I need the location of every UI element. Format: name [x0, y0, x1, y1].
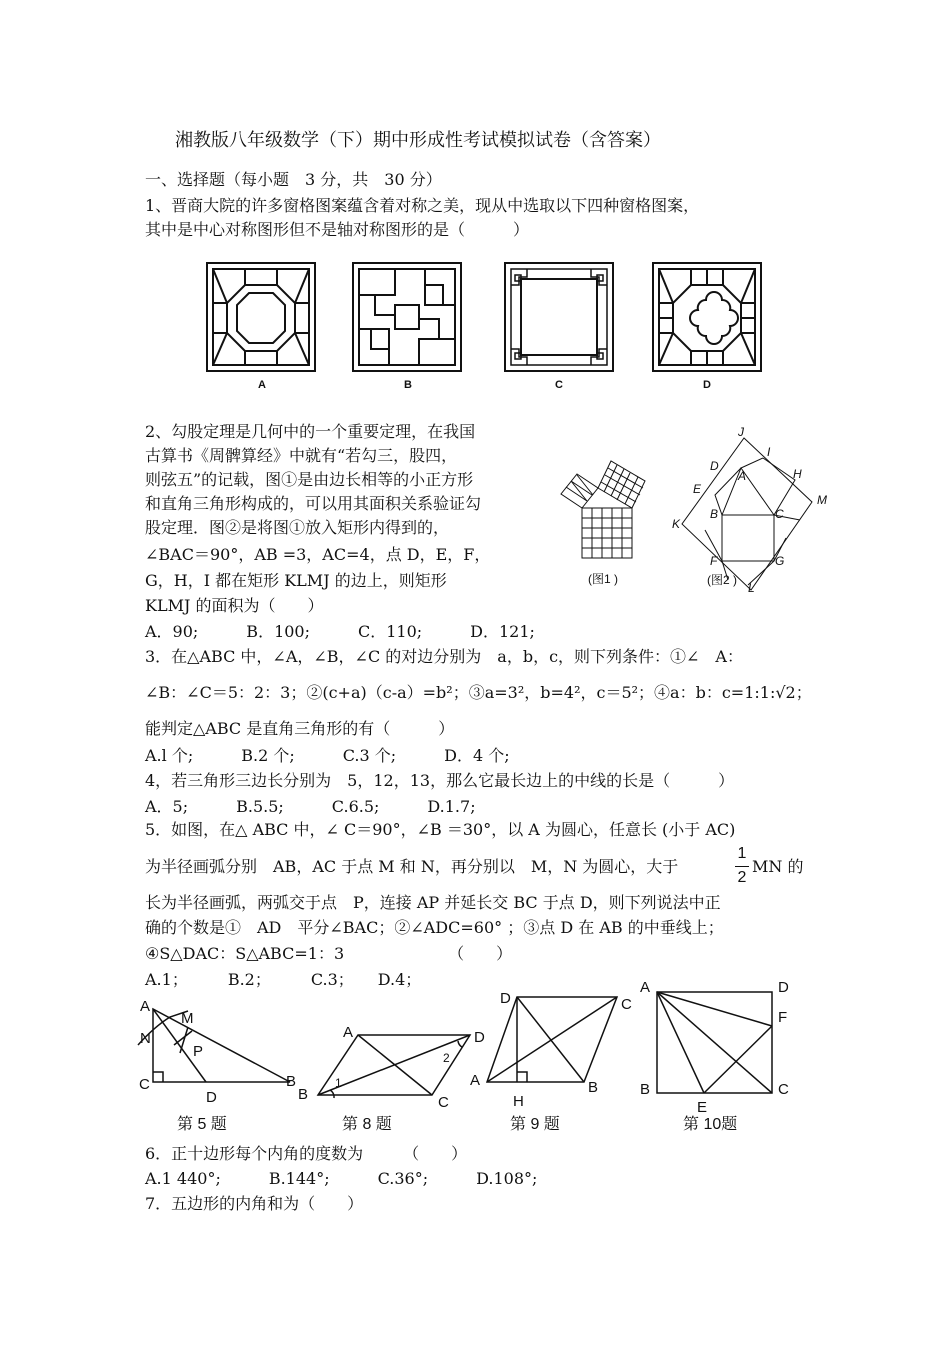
fig9-caption: 第 9 题: [510, 1116, 560, 1133]
fig5-label-m: M: [181, 1010, 194, 1027]
q1-line2: 其中是中心对称图形但不是轴对称图形的是（ ）: [145, 220, 530, 239]
q5-fraction-bar: [735, 866, 749, 867]
fig10-label-e: E: [697, 1099, 708, 1116]
fig9-label-c: C: [621, 996, 632, 1013]
fig2-label-l: L: [748, 581, 755, 595]
pattern-label-b: B: [404, 379, 412, 391]
q5-fraction-denominator: 2: [737, 869, 747, 886]
q3-options: A.l 个; B.2 个; C.3 个; D．4 个;: [145, 746, 510, 765]
fig8-label-2: 2: [443, 1051, 450, 1065]
geometry-figures-row: [130, 975, 810, 1140]
fig5-label-a: A: [140, 998, 151, 1015]
fig8-caption: 第 8 题: [342, 1116, 392, 1133]
fig8-label-1: 1: [335, 1076, 342, 1090]
fig8-label-b: B: [298, 1086, 309, 1103]
fig10-label-c: C: [778, 1081, 789, 1098]
fig5-label-b: B: [286, 1073, 297, 1090]
q3-line2: ∠B：∠C＝5：2：3；②(c+a)（c-a）=b²；③a=3²，b=4²，c＝5²；④a：b：c=1:1:√2；: [145, 683, 812, 702]
figure-2-caption: (图2 ): [707, 573, 738, 587]
figure-q5: [138, 1009, 290, 1082]
fig2-label-m: M: [817, 493, 827, 507]
q2-line7: G，H，I 都在矩形 KLMJ 的边上，则矩形: [145, 571, 447, 590]
q1-line1: 1、晋商大院的许多窗格图案蕴含着对称之美，现从中选取以下四种窗格图案，: [145, 196, 700, 215]
fig9-label-a: A: [470, 1072, 481, 1089]
fig2-label-h: H: [793, 467, 802, 481]
q2-options: A．90; B．100; C．110; D．121;: [145, 622, 535, 641]
q5-line2b: MN 的: [752, 857, 804, 876]
fig8-label-d: D: [474, 1029, 485, 1046]
fig2-label-e: E: [693, 482, 702, 496]
q5-line1: 5．如图，在△ ABC 中，∠ C＝90°，∠B ＝30°，以 A 为圆心，任意长 (小于 AC): [145, 820, 736, 839]
fig2-label-a: A: [738, 469, 747, 483]
pattern-label-a: A: [258, 379, 266, 391]
figure-2-rectangle: [682, 438, 812, 590]
fig2-label-c: C: [775, 507, 784, 521]
pattern-d: [653, 263, 761, 371]
q5-line2a: 为半径画弧分别 AB，AC 于点 M 和 N，再分别以 M，N 为圆心，大于: [145, 857, 679, 876]
fig5-label-n: N: [140, 1030, 151, 1047]
fig10-caption: 第 10题: [683, 1116, 738, 1133]
q5-options: A.1； B.2； C.3； D.4；: [145, 970, 422, 989]
q5-line5: ④S△DAC：S△ABC=1：3 （ ）: [145, 944, 513, 963]
fig9-label-b: B: [588, 1079, 599, 1096]
q4-options: A．5; B.5.5; C.6.5; D.1.7;: [145, 797, 476, 816]
q3-line1: 3．在△ABC 中，∠A，∠B，∠C 的对边分别为 a，b，c，则下列条件：①∠ A：: [145, 647, 743, 666]
q5-line4: 确的个数是① AD 平分∠BAC；②∠ADC=60° ；③点 D 在 AB 的中垂线上；: [145, 918, 724, 937]
fig2-label-j: J: [738, 425, 744, 439]
q2-line3: 则弦五”的记载，图①是由边长相等的小正方形: [145, 470, 474, 489]
q4-line1: 4，若三角形三边长分别为 5，12，13，那么它最长边上的中线的长是（ ）: [145, 771, 735, 790]
q2-line8: KLMJ 的面积为（ ）: [145, 596, 324, 615]
fig8-label-c: C: [438, 1094, 449, 1111]
figure-1-caption: (图1 ): [588, 572, 619, 586]
fig5-label-d: D: [206, 1089, 217, 1106]
q2-line2: 古算书《周髀算经》中就有“若勾三，股四，: [145, 446, 458, 465]
q2-line4: 和直角三角形构成的，可以用其面积关系验证勾: [145, 494, 482, 513]
fig5-label-c: C: [139, 1076, 150, 1093]
fig5-label-p: P: [193, 1043, 204, 1060]
q6-options: A.1 440°; B.144°; C.36°; D.108°;: [145, 1169, 538, 1188]
fig2-label-b: B: [710, 507, 719, 521]
fig8-label-a: A: [343, 1024, 354, 1041]
fig9-label-h: H: [513, 1093, 524, 1110]
q5-line3: 长为半径画弧，两弧交于点 P，连接 AP 并延长交 BC 于点 D，则下列说法中正: [145, 893, 721, 912]
fig10-label-f: F: [778, 1009, 788, 1026]
fig10-label-b: B: [640, 1081, 651, 1098]
q3-line3: 能判定△ABC 是直角三角形的有（ ）: [145, 719, 455, 738]
pattern-a: [207, 263, 315, 371]
q2-line5: 股定理．图②是将图①放入矩形内得到的，: [145, 518, 450, 537]
pattern-label-c: C: [555, 379, 563, 391]
figure-q9: [487, 997, 617, 1082]
fig5-caption: 第 5 题: [177, 1116, 227, 1133]
pattern-c: [505, 263, 613, 371]
q2-figures: [550, 420, 840, 600]
q2-line6: ∠BAC＝90°，AB =3，AC=4，点 D，E，F，: [145, 545, 491, 564]
q2-line1: 2、勾股定理是几何中的一个重要定理，在我国: [145, 422, 476, 441]
fig2-label-f: F: [710, 554, 718, 568]
section-heading: 一、选择题（每小题 3 分，共 30 分）: [145, 170, 442, 189]
pattern-b: [353, 263, 461, 371]
q7-line1: 7．五边形的内角和为（ ）: [145, 1194, 364, 1213]
fig2-label-d: D: [710, 459, 719, 473]
q6-line1: 6．正十边形每个内角的度数为 （ ）: [145, 1144, 468, 1163]
fig2-label-k: K: [672, 517, 681, 531]
fig2-label-g: G: [775, 554, 785, 568]
pattern-label-d: D: [703, 379, 711, 391]
fig2-label-i: I: [767, 445, 771, 459]
fig9-label-d: D: [500, 990, 511, 1007]
figure-q10: [657, 992, 772, 1093]
q1-window-patterns: [195, 255, 775, 415]
figure-1-pythagoras: [561, 461, 645, 558]
q5-fraction-numerator: 1: [737, 845, 747, 862]
fig10-label-d: D: [778, 979, 789, 996]
fig10-label-a: A: [640, 979, 651, 996]
page-title: 湘教版八年级数学（下）期中形成性考试模拟试卷（含答案）: [175, 130, 661, 151]
